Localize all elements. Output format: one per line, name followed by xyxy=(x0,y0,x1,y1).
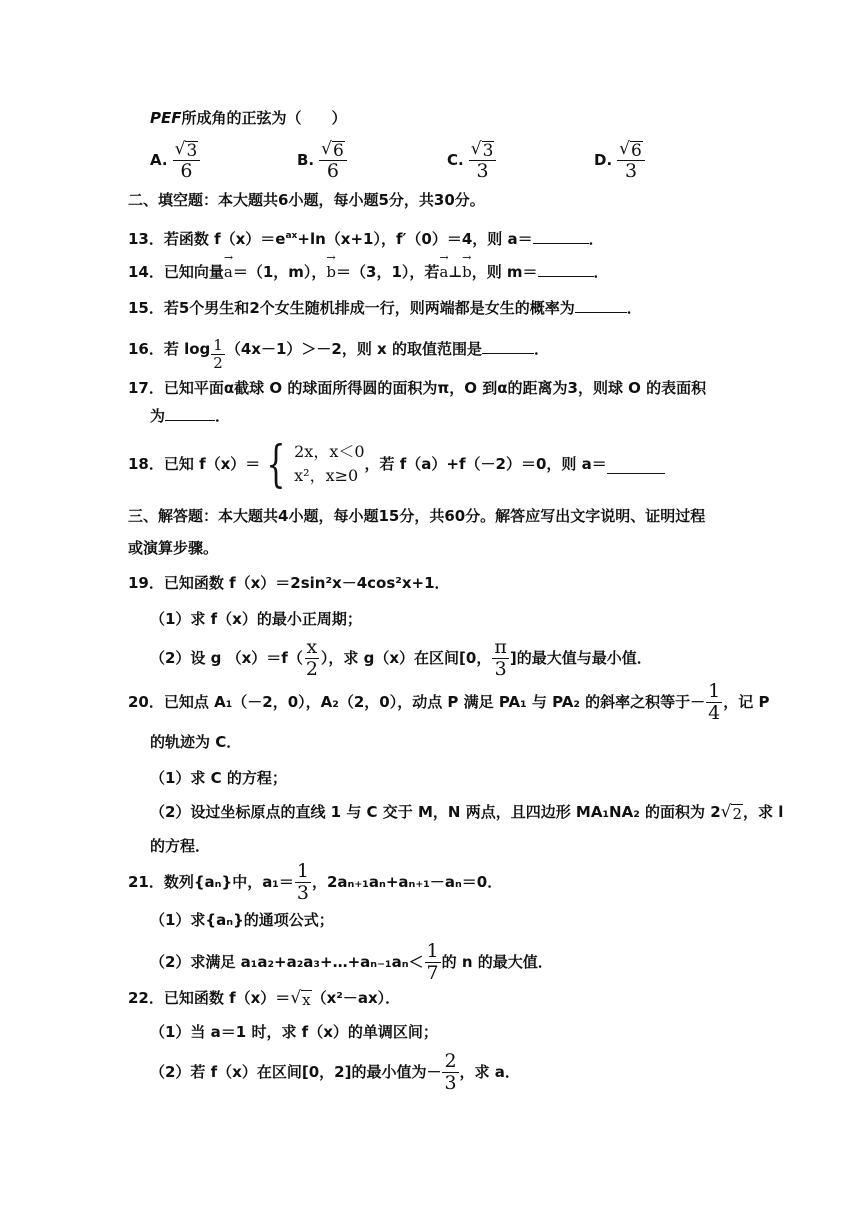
fraction-denominator: 4 xyxy=(708,701,721,724)
q17-number: 17． xyxy=(128,379,164,397)
q14-text-4: ，则 m＝ xyxy=(471,263,538,281)
question-21 xyxy=(128,859,503,904)
q22-text-1: 已知函数 f（x）＝ xyxy=(163,989,291,1007)
vector-b: → b xyxy=(326,251,337,281)
q15-answer-blank xyxy=(575,298,627,313)
sqrt-2: √ 2 xyxy=(720,802,743,823)
sqrt-arg: 2 xyxy=(732,805,743,823)
fraction-numerator: 1 xyxy=(426,939,439,962)
question-18 xyxy=(128,436,665,492)
q21-part-2 xyxy=(150,939,553,984)
question-20-line-2: 的轨迹为 C． xyxy=(150,733,242,751)
q12-var: PEF xyxy=(150,109,182,127)
option-label: A. xyxy=(150,151,168,169)
q14-text-2: ＝（1，m）， xyxy=(232,263,327,281)
fraction-2-over-3 xyxy=(442,1051,458,1094)
question-14 xyxy=(128,251,609,282)
q20-text-2: ，记 P xyxy=(723,693,770,711)
fraction-pi-over-3 xyxy=(492,637,509,680)
fraction-numerator: x xyxy=(306,635,318,658)
question-17-line-2 xyxy=(150,406,230,426)
q18-text-1: 已知 f（x）＝ xyxy=(163,455,261,473)
q13-end: ． xyxy=(588,230,604,248)
q12-text: 所成角的正弦为（ ） xyxy=(181,109,347,127)
sqrt-arg: x xyxy=(302,991,311,1009)
section-3-heading-line-2: 或演算步骤。 xyxy=(128,539,219,557)
q15-text: 若5个男生和2个女生随机排成一行，则两端都是女生的概率为 xyxy=(163,299,575,317)
q15-number: 15． xyxy=(128,299,164,317)
q13-answer-blank xyxy=(533,229,589,244)
q14-answer-blank xyxy=(538,262,594,277)
q19-number: 19． xyxy=(128,574,164,592)
option-den: 3 xyxy=(624,160,638,182)
q16-number: 16． xyxy=(128,340,164,358)
q17-text-2: 为 xyxy=(150,407,166,425)
vector-b: → b xyxy=(462,251,472,281)
q12-option-d xyxy=(594,138,646,182)
vector-a-letter: a xyxy=(223,263,233,281)
option-fraction: √ 3 3 xyxy=(469,138,497,182)
fraction-1-over-4 xyxy=(706,681,722,724)
option-fraction: √ 3 6 xyxy=(173,138,201,182)
fraction-x-over-2 xyxy=(304,637,320,680)
vector-a: → a xyxy=(439,251,449,281)
question-13 xyxy=(128,226,604,249)
perp-symbol: ⊥ xyxy=(448,263,463,281)
vector-b-letter: b xyxy=(326,263,337,281)
fraction-denominator: 2 xyxy=(213,354,223,372)
q21-text-1: 数列{aₙ}中，a₁＝ xyxy=(163,873,294,891)
section-3-heading-line-1: 三、解答题：本大题共4小题，每小题15分，共60分。解答应写出文字说明、证明过程 xyxy=(128,507,706,525)
option-label: B. xyxy=(297,151,315,169)
q22-number: 22． xyxy=(128,989,164,1007)
q20-part-2-line-2: 的方程． xyxy=(150,837,211,855)
q12-tail xyxy=(150,108,347,128)
fraction-numerator: 1 xyxy=(213,336,223,354)
option-den: 6 xyxy=(180,160,193,182)
q14-number: 14． xyxy=(128,263,164,281)
q20-part-1: （1）求 C 的方程； xyxy=(150,769,287,787)
q21-part-2-text-2: 的 n 的最大值． xyxy=(441,953,553,971)
log-base-fraction xyxy=(211,337,225,372)
fraction-numerator: 1 xyxy=(708,679,721,702)
q22-part-2 xyxy=(150,1049,520,1094)
q19-part-2-text-2: ），求 g（x）在区间[0， xyxy=(320,649,492,667)
q13-text-2: +ln（x+1），f′（0）＝4，则 a＝ xyxy=(297,230,533,248)
question-15 xyxy=(128,298,642,318)
option-label: D. xyxy=(594,151,613,169)
q17-answer-blank xyxy=(165,406,215,421)
question-16 xyxy=(128,332,549,372)
q22-part-2-text-2: ，求 a． xyxy=(459,1063,520,1081)
q20-part-2-text-2: ，求 l xyxy=(743,803,784,821)
option-fraction: √ 6 6 xyxy=(319,138,347,182)
q19-text: 已知函数 f（x）＝2sin²x－4cos²x+1． xyxy=(163,574,450,592)
q22-part-2-text-1: （2）若 f（x）在区间[0，2]的最小值为－ xyxy=(150,1063,442,1081)
section-2-heading: 二、填空题：本大题共6小题，每小题5分，共30分。 xyxy=(128,191,485,209)
fraction-numerator: π xyxy=(494,635,507,658)
question-17-line-1 xyxy=(128,378,706,398)
option-fraction: √ 6 3 xyxy=(617,138,645,182)
q12-option-c xyxy=(447,138,497,182)
q18-text-2: ，若 f（a）+f（－2）＝0，则 a＝ xyxy=(364,455,607,473)
case-1: 2x，x＜0 xyxy=(294,442,365,461)
option-sqrt-arg: 6 xyxy=(631,141,642,161)
question-22 xyxy=(128,988,400,1009)
q20-text-1: 已知点 A₁（－2，0），A₂（2，0），动点 P 满足 PA₁ 与 PA₂ 的斜率之积等于－ xyxy=(163,693,706,711)
q17-end: ． xyxy=(215,407,231,425)
case-2: x²，x≥0 xyxy=(294,466,359,485)
fraction-numerator: 1 xyxy=(296,859,309,882)
q22-text-2: （x²－ax）． xyxy=(311,989,401,1007)
q13-number: 13． xyxy=(128,230,164,248)
q13-text: 若函数 f（x）＝e xyxy=(163,230,286,248)
q16-answer-blank xyxy=(482,339,534,354)
q19-part-2 xyxy=(150,635,652,680)
question-19 xyxy=(128,573,450,593)
vector-a: → a xyxy=(223,251,234,281)
fraction-denominator: 3 xyxy=(494,657,507,680)
piecewise-function xyxy=(260,435,365,493)
q18-number: 18． xyxy=(128,455,164,473)
q12-option-b xyxy=(297,138,348,182)
q20-number: 20． xyxy=(128,693,164,711)
q18-answer-blank xyxy=(607,459,665,474)
q14-text-1: 已知向量 xyxy=(163,263,224,281)
q16-text: （4x－1）＞－2，则 x 的取值范围是 xyxy=(225,340,482,358)
vector-b-letter: b xyxy=(462,263,472,281)
q14-end: ． xyxy=(593,263,609,281)
q15-end: ． xyxy=(626,299,642,317)
option-den: 6 xyxy=(326,160,340,182)
q19-part-1: （1）求 f（x）的最小正周期； xyxy=(150,610,362,628)
q16-end: ． xyxy=(533,340,549,358)
q22-part-1: （1）当 a＝1 时，求 f（x）的单调区间； xyxy=(150,1023,438,1041)
fraction-denominator: 3 xyxy=(444,1071,457,1094)
question-20-line-1 xyxy=(128,679,770,724)
q21-part-1: （1）求{aₙ}的通项公式； xyxy=(150,911,334,929)
q12-option-a xyxy=(150,138,201,182)
option-sqrt-arg: 6 xyxy=(332,141,344,161)
fraction-numerator: 2 xyxy=(444,1049,457,1072)
q19-part-2-text-1: （2）设 g （x）＝f（ xyxy=(150,649,303,667)
fraction-1-over-3 xyxy=(295,861,311,904)
option-sqrt-arg: 3 xyxy=(186,141,198,161)
fraction-1-over-7 xyxy=(425,941,441,984)
fraction-denominator: 2 xyxy=(305,657,318,680)
q13-exponent: ax xyxy=(285,231,298,241)
q16-log: 若 log xyxy=(163,340,211,358)
option-den: 3 xyxy=(476,160,489,182)
q21-text-2: ，2aₙ₊₁aₙ+aₙ₊₁－aₙ＝0． xyxy=(311,873,503,891)
vector-a-letter: a xyxy=(439,263,449,281)
q20-part-2-text-1: （2）设过坐标原点的直线 1 与 C 交于 M，N 两点，且四边形 MA₁NA₂ 的面积为 2 xyxy=(150,803,721,821)
left-brace: { xyxy=(266,435,286,493)
q21-part-2-text-1: （2）求满足 a₁a₂+a₂a₃+…+aₙ₋₁aₙ＜ xyxy=(150,953,424,971)
sqrt-x: √ x xyxy=(290,988,311,1009)
q14-text-3: ＝（3，1），若 xyxy=(336,263,440,281)
q19-part-2-text-3: ]的最大值与最小值． xyxy=(509,649,652,667)
fraction-denominator: 3 xyxy=(296,881,309,904)
option-sqrt-arg: 3 xyxy=(482,141,494,161)
q21-number: 21． xyxy=(128,873,164,891)
q20-part-2 xyxy=(150,802,783,823)
q17-text-1: 已知平面α截球 O 的球面所得圆的面积为π，O 到α的距离为3，则球 O 的表面积 xyxy=(163,379,707,397)
fraction-denominator: 7 xyxy=(426,961,439,984)
option-label: C. xyxy=(447,151,464,169)
